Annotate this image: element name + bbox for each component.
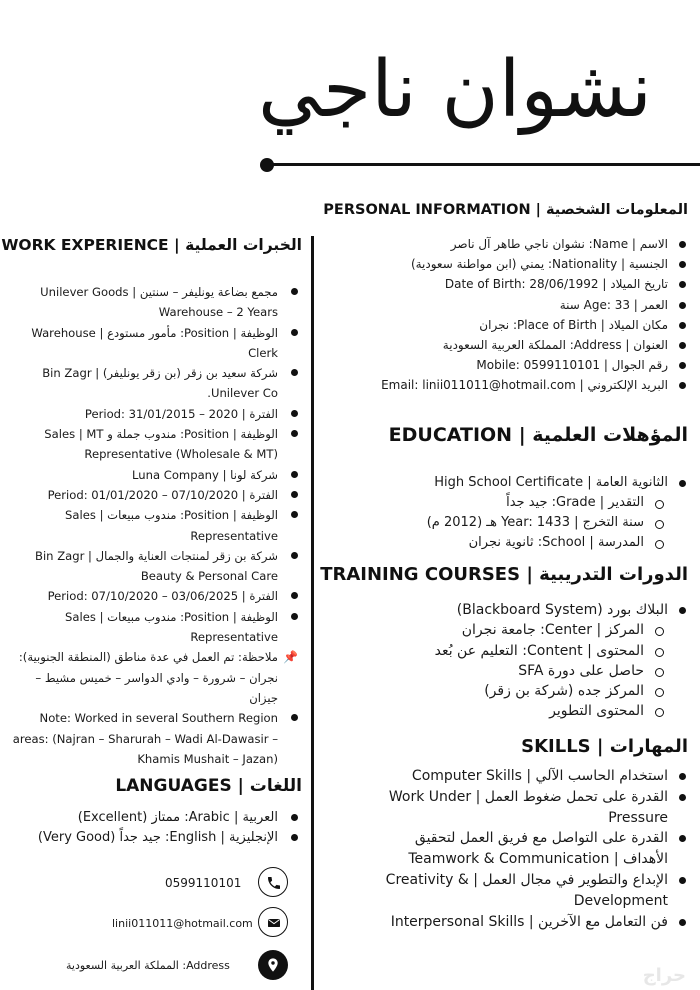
- skills-heading: المهارات | SKILLS: [521, 736, 688, 757]
- training-list: [388, 600, 688, 722]
- column-divider: [311, 236, 314, 990]
- work-item: شركة لونا | Luna Company: [10, 465, 300, 485]
- work-item: الوظيفة | Position: مندوب جملة و Sales | MT Representative (Wholesale & MT): [10, 424, 300, 465]
- personal-info-list: [358, 234, 688, 396]
- work-item: شركة سعيد بن زقر (بن زقر يونليفر) | Bin Zagr Unilever Co.: [10, 363, 300, 404]
- personal-info-item: الجنسية | Nationality: يمني (ابن مواطنة سعودية): [358, 254, 688, 274]
- personal-info-item: العنوان | Address: المملكة العربية السعودية: [358, 335, 688, 355]
- languages-heading: اللغات | LANGUAGES: [115, 776, 302, 796]
- training-subitem: المحتوى | Content: التعليم عن بُعد: [388, 641, 688, 661]
- work-list: [10, 282, 300, 769]
- training-subitem: المركز جده (شركة بن زقر): [388, 681, 688, 701]
- training-subitem: المركز | Center: جامعة نجران: [388, 620, 688, 640]
- work-note-ar-text: ملاحظة: تم العمل في عدة مناطق (المنطقة الجنوبية): نجران – شرورة – وادي الدواسر – خميس مشيط – جيزان: [18, 650, 278, 705]
- work-item: شركة بن زقر لمنتجات العناية والجمال | Bin Zagr Beauty & Personal Care: [10, 546, 300, 587]
- skills-list: [370, 766, 688, 932]
- work-item: الوظيفة | Position: مندوب مبيعات | Sales Representative: [10, 607, 300, 648]
- work-note-ar: [10, 647, 300, 708]
- personal-info-item: مكان الميلاد | Place of Birth: نجران: [358, 315, 688, 335]
- phone-icon[interactable]: [258, 867, 288, 897]
- contact-phone[interactable]: 0599110101: [165, 876, 242, 890]
- work-item: الوظيفة | Position: مأمور مستودع | Warehouse Clerk: [10, 323, 300, 364]
- language-item: العربية | Arabic: ممتاز (Excellent): [10, 808, 300, 828]
- personal-info-item: الاسم | Name: نشوان ناجي طاهر آل ناصر: [358, 234, 688, 254]
- work-heading: الخبرات العملية | WORK EXPERIENCE: [1, 236, 302, 254]
- pushpin-icon: 📌: [283, 650, 298, 665]
- header-divider: [268, 163, 700, 166]
- contact-email[interactable]: linii011011@hotmail.com: [112, 917, 253, 930]
- header-divider-dot: [260, 158, 274, 172]
- education-subitem: المدرسة | School: ثانوية نجران: [388, 533, 688, 553]
- skill-item: استخدام الحاسب الآلي | Computer Skills: [370, 766, 688, 787]
- education-list: [388, 473, 688, 553]
- training-heading: الدورات التدريبية | TRAINING COURSES: [320, 564, 688, 585]
- skill-item: القدرة على التواصل مع فريق العمل لتحقيق الأهداف | Teamwork & Communication: [370, 828, 688, 870]
- watermark-logo: حراج: [642, 965, 686, 986]
- training-subitem: حاصل على دورة SFA: [388, 661, 688, 681]
- education-heading: المؤهلات العلمية | EDUCATION: [388, 424, 688, 446]
- skill-item: القدرة على تحمل ضغوط العمل | Work Under Pressure: [370, 787, 688, 829]
- work-item: الفترة | Period: 07/10/2020 – 03/06/2025: [10, 586, 300, 606]
- personal-info-item: تاريخ الميلاد | Date of Birth: 28/06/1992: [358, 274, 688, 294]
- languages-list: [10, 808, 300, 849]
- personal-info-item: العمر | Age: 33 سنة: [358, 295, 688, 315]
- work-item: الفترة | Period: 31/01/2015 – 2020: [10, 404, 300, 424]
- location-pin-icon: [258, 950, 288, 980]
- work-item: الفترة | Period: 01/01/2020 – 07/10/2020: [10, 485, 300, 505]
- skill-item: فن التعامل مع الآخرين | Interpersonal Skills: [370, 912, 688, 933]
- personal-info-item: البريد الإلكتروني | Email: linii011011@hotmail.com: [358, 375, 688, 395]
- education-subitem: سنة التخرج | Year: 1433 هـ (2012 م): [388, 513, 688, 533]
- personal-info-heading: المعلومات الشخصية | PERSONAL INFORMATION: [323, 202, 688, 218]
- education-subitem: التقدير | Grade: جيد جداً: [388, 493, 688, 513]
- personal-info-item: رقم الجوال | Mobile: 0599110101: [358, 355, 688, 375]
- work-item: الوظيفة | Position: مندوب مبيعات | Sales Representative: [10, 505, 300, 546]
- training-subitem: المحتوى التطوير: [388, 701, 688, 721]
- training-item: البلاك بورد (Blackboard System): [388, 600, 688, 620]
- work-item: مجمع بضاعة يونليفر – سنتين | Unilever Goods Warehouse – 2 Years: [10, 282, 300, 323]
- envelope-icon[interactable]: [258, 907, 288, 937]
- page-title: نشوان ناجي: [257, 45, 652, 135]
- education-item: الثانوية العامة | High School Certificate: [388, 473, 688, 493]
- language-item: الإنجليزية | English: جيد جداً (Very Good): [10, 828, 300, 848]
- work-note-en: Note: Worked in several Southern Region areas: (Najran – Sharurah – Wadi Al-Dawasir – Khamis Mushait – Jazan): [10, 708, 300, 769]
- skill-item: الإبداع والتطوير في مجال العمل | Creativity & Development: [370, 870, 688, 912]
- contact-address: Address: المملكة العربية السعودية: [66, 959, 230, 972]
